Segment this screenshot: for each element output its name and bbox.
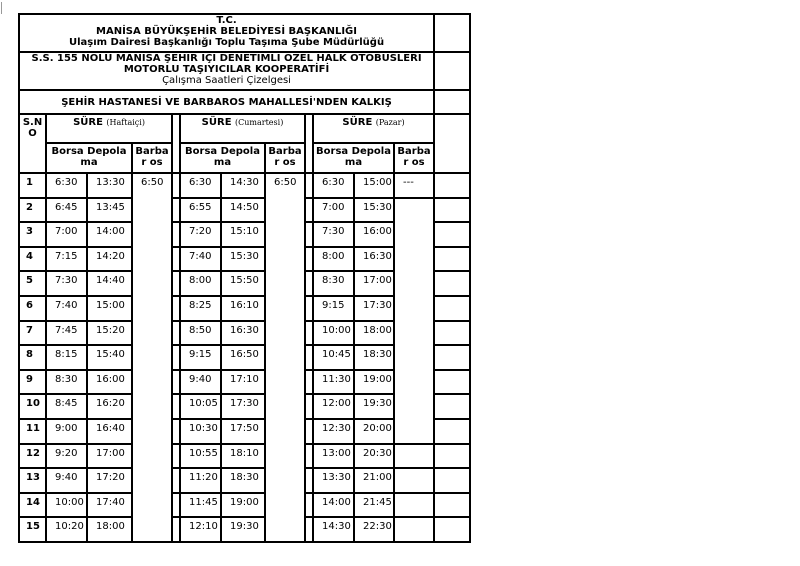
sunday-borsa-time-2: 21:00 bbox=[354, 468, 394, 493]
gap-cell bbox=[305, 114, 313, 173]
sunday-borsa-time-1: 11:30 bbox=[313, 370, 354, 395]
sunday-borsa-time-1: 10:45 bbox=[313, 345, 354, 370]
weekday-barbaros-time bbox=[132, 198, 172, 223]
saturday-borsa-time-2: 16:50 bbox=[221, 345, 265, 370]
side-cell bbox=[434, 370, 470, 395]
weekday-borsa-time-2: 13:30 bbox=[87, 173, 132, 198]
header-block-2 bbox=[19, 52, 470, 90]
saturday-barbaros-time bbox=[265, 419, 305, 444]
saturday-borsa-time-1: 10:30 bbox=[180, 419, 221, 444]
gap-cell bbox=[172, 517, 180, 542]
weekday-borsa-time-2: 17:00 bbox=[87, 444, 132, 469]
saturday-borsa-time-2: 14:50 bbox=[221, 198, 265, 223]
group-weekday-sub: (Haftaiçi) bbox=[106, 118, 145, 127]
page-edge-mark bbox=[1, 2, 2, 14]
table-row bbox=[19, 468, 470, 493]
header-block-3 bbox=[19, 90, 470, 114]
header-side-cell bbox=[434, 52, 470, 90]
gap-cell bbox=[172, 493, 180, 518]
sunday-barbaros-time: --- bbox=[394, 173, 434, 198]
gap-cell bbox=[172, 419, 180, 444]
weekday-borsa-time-1: 8:30 bbox=[46, 370, 87, 395]
side-cell bbox=[434, 296, 470, 321]
weekday-borsa-time-1: 7:00 bbox=[46, 222, 87, 247]
sunday-barbaros-time bbox=[394, 222, 434, 247]
weekday-barbaros-time bbox=[132, 271, 172, 296]
saturday-borsa-time-2: 17:50 bbox=[221, 419, 265, 444]
gap-cell bbox=[305, 222, 313, 247]
group-saturday-header bbox=[180, 114, 305, 143]
saturday-borsa-time-1: 8:25 bbox=[180, 296, 221, 321]
cooperative-header bbox=[19, 52, 434, 90]
side-cell bbox=[434, 345, 470, 370]
col-borsa-weekday: Borsa Depolama bbox=[46, 143, 132, 173]
gap-cell bbox=[172, 370, 180, 395]
side-cell bbox=[434, 247, 470, 272]
saturday-borsa-time-2: 18:30 bbox=[221, 468, 265, 493]
sunday-borsa-time-2: 22:30 bbox=[354, 517, 394, 542]
saturday-borsa-time-2: 16:30 bbox=[221, 321, 265, 346]
saturday-borsa-time-1: 11:45 bbox=[180, 493, 221, 518]
weekday-borsa-time-2: 14:00 bbox=[87, 222, 132, 247]
weekday-borsa-time-1: 8:15 bbox=[46, 345, 87, 370]
weekday-borsa-time-1: 6:30 bbox=[46, 173, 87, 198]
sunday-borsa-time-2: 21:45 bbox=[354, 493, 394, 518]
table-row bbox=[19, 247, 470, 272]
weekday-borsa-time-2: 14:20 bbox=[87, 247, 132, 272]
gap-cell bbox=[172, 321, 180, 346]
weekday-barbaros-time bbox=[132, 517, 172, 542]
saturday-barbaros-time bbox=[265, 370, 305, 395]
weekday-barbaros-time bbox=[132, 321, 172, 346]
saturday-borsa-time-2: 15:50 bbox=[221, 271, 265, 296]
saturday-borsa-time-1: 7:20 bbox=[180, 222, 221, 247]
weekday-borsa-time-2: 15:00 bbox=[87, 296, 132, 321]
gap-cell bbox=[172, 468, 180, 493]
gap-cell bbox=[172, 222, 180, 247]
saturday-borsa-time-2: 15:10 bbox=[221, 222, 265, 247]
row-number: 14 bbox=[19, 493, 46, 518]
sunday-borsa-time-1: 13:30 bbox=[313, 468, 354, 493]
side-cell bbox=[434, 468, 470, 493]
sunday-borsa-time-2: 15:30 bbox=[354, 198, 394, 223]
sunday-borsa-time-1: 14:30 bbox=[313, 517, 354, 542]
gap-cell bbox=[305, 419, 313, 444]
col-borsa-saturday: Borsa Depolama bbox=[180, 143, 265, 173]
weekday-barbaros-time bbox=[132, 394, 172, 419]
weekday-borsa-time-1: 9:40 bbox=[46, 468, 87, 493]
saturday-barbaros-time bbox=[265, 321, 305, 346]
sunday-borsa-time-2: 18:30 bbox=[354, 345, 394, 370]
weekday-barbaros-time bbox=[132, 419, 172, 444]
gap-cell bbox=[172, 345, 180, 370]
row-number: 8 bbox=[19, 345, 46, 370]
saturday-barbaros-time bbox=[265, 198, 305, 223]
header-department: Ulaşım Dairesi Başkanlığı Toplu Taşıma Şube Müdürlüğü bbox=[68, 37, 385, 48]
sunday-barbaros-time bbox=[394, 394, 434, 419]
gap-cell bbox=[305, 517, 313, 542]
gap-cell bbox=[305, 321, 313, 346]
saturday-borsa-time-2: 15:30 bbox=[221, 247, 265, 272]
saturday-borsa-time-1: 6:55 bbox=[180, 198, 221, 223]
gap-cell bbox=[305, 345, 313, 370]
sunday-barbaros-time bbox=[394, 468, 434, 493]
weekday-borsa-time-2: 14:40 bbox=[87, 271, 132, 296]
table-row bbox=[19, 198, 470, 223]
sunday-barbaros-time bbox=[394, 493, 434, 518]
table-row bbox=[19, 517, 470, 542]
gap-cell bbox=[172, 271, 180, 296]
sunday-barbaros-time bbox=[394, 271, 434, 296]
saturday-borsa-time-1: 9:40 bbox=[180, 370, 221, 395]
col-barbaros-saturday: Barbar os bbox=[265, 143, 305, 173]
sunday-barbaros-time bbox=[394, 517, 434, 542]
header-municipality: MANİSA BÜYÜKŞEHİR BELEDİYESİ BAŞKANLIĞI bbox=[96, 26, 357, 37]
weekday-borsa-time-1: 6:45 bbox=[46, 198, 87, 223]
saturday-barbaros-time: 6:50 bbox=[265, 173, 305, 198]
side-cell bbox=[434, 419, 470, 444]
sunday-borsa-time-2: 20:00 bbox=[354, 419, 394, 444]
group-sunday-sub: (Pazar) bbox=[375, 118, 405, 127]
side-cell bbox=[434, 493, 470, 518]
group-header-row bbox=[19, 114, 470, 143]
weekday-barbaros-time bbox=[132, 493, 172, 518]
saturday-barbaros-time bbox=[265, 247, 305, 272]
group-saturday-sub: (Cumartesi) bbox=[235, 118, 284, 127]
weekday-borsa-time-2: 13:45 bbox=[87, 198, 132, 223]
row-number: 10 bbox=[19, 394, 46, 419]
sunday-barbaros-time bbox=[394, 419, 434, 444]
weekday-borsa-time-1: 10:00 bbox=[46, 493, 87, 518]
weekday-barbaros-time bbox=[132, 222, 172, 247]
sunday-barbaros-time bbox=[394, 296, 434, 321]
side-cell bbox=[434, 222, 470, 247]
row-number: 15 bbox=[19, 517, 46, 542]
header-schedule-title: Çalışma Saatleri Çizelgesi bbox=[162, 75, 291, 86]
sunday-borsa-time-2: 17:00 bbox=[354, 271, 394, 296]
row-number: 5 bbox=[19, 271, 46, 296]
weekday-barbaros-time bbox=[132, 247, 172, 272]
saturday-borsa-time-2: 16:10 bbox=[221, 296, 265, 321]
sunday-barbaros-time bbox=[394, 370, 434, 395]
saturday-borsa-time-2: 14:30 bbox=[221, 173, 265, 198]
saturday-barbaros-time bbox=[265, 444, 305, 469]
saturday-borsa-time-2: 17:30 bbox=[221, 394, 265, 419]
group-sunday-header bbox=[313, 114, 434, 143]
gap-cell bbox=[172, 114, 180, 173]
saturday-barbaros-time bbox=[265, 517, 305, 542]
weekday-borsa-time-1: 9:20 bbox=[46, 444, 87, 469]
saturday-borsa-time-2: 17:10 bbox=[221, 370, 265, 395]
header-block-1 bbox=[19, 14, 470, 52]
sunday-borsa-time-1: 6:30 bbox=[313, 173, 354, 198]
saturday-borsa-time-1: 11:20 bbox=[180, 468, 221, 493]
weekday-borsa-time-2: 16:40 bbox=[87, 419, 132, 444]
saturday-borsa-time-1: 12:10 bbox=[180, 517, 221, 542]
weekday-borsa-time-1: 7:30 bbox=[46, 271, 87, 296]
table-row bbox=[19, 222, 470, 247]
row-number: 4 bbox=[19, 247, 46, 272]
weekday-borsa-time-2: 16:20 bbox=[87, 394, 132, 419]
sunday-borsa-time-1: 8:00 bbox=[313, 247, 354, 272]
table-row bbox=[19, 321, 470, 346]
weekday-borsa-time-1: 7:40 bbox=[46, 296, 87, 321]
saturday-barbaros-time bbox=[265, 468, 305, 493]
group-weekday-header bbox=[46, 114, 172, 143]
gap-cell bbox=[305, 468, 313, 493]
weekday-borsa-time-2: 16:00 bbox=[87, 370, 132, 395]
weekday-barbaros-time bbox=[132, 444, 172, 469]
header-side-cell bbox=[434, 90, 470, 114]
sunday-borsa-time-2: 17:30 bbox=[354, 296, 394, 321]
weekday-borsa-time-1: 7:15 bbox=[46, 247, 87, 272]
gap-cell bbox=[305, 370, 313, 395]
route-title: ŞEHİR HASTANESİ VE BARBAROS MAHALLESİ'NDEN KALKIŞ bbox=[19, 90, 434, 114]
sunday-borsa-time-1: 9:15 bbox=[313, 296, 354, 321]
row-number: 9 bbox=[19, 370, 46, 395]
weekday-borsa-time-2: 15:20 bbox=[87, 321, 132, 346]
side-cell bbox=[434, 198, 470, 223]
saturday-borsa-time-2: 18:10 bbox=[221, 444, 265, 469]
sunday-borsa-time-1: 13:00 bbox=[313, 444, 354, 469]
side-cell bbox=[434, 321, 470, 346]
weekday-borsa-time-2: 17:20 bbox=[87, 468, 132, 493]
gap-cell bbox=[172, 173, 180, 198]
sunday-borsa-time-1: 10:00 bbox=[313, 321, 354, 346]
header-cooperative-2: MOTORLU TAŞIYICILAR KOOPERATİFİ bbox=[123, 64, 330, 75]
sunday-borsa-time-2: 19:30 bbox=[354, 394, 394, 419]
weekday-barbaros-time bbox=[132, 468, 172, 493]
weekday-borsa-time-1: 10:20 bbox=[46, 517, 87, 542]
sunday-borsa-time-1: 12:00 bbox=[313, 394, 354, 419]
saturday-borsa-time-1: 9:15 bbox=[180, 345, 221, 370]
gap-cell bbox=[172, 296, 180, 321]
saturday-borsa-time-1: 7:40 bbox=[180, 247, 221, 272]
sunday-borsa-time-2: 20:30 bbox=[354, 444, 394, 469]
weekday-borsa-time-1: 8:45 bbox=[46, 394, 87, 419]
sunday-borsa-time-1: 12:30 bbox=[313, 419, 354, 444]
row-number: 1 bbox=[19, 173, 46, 198]
col-borsa-sunday: Borsa Depolama bbox=[313, 143, 394, 173]
sunday-borsa-time-2: 15:00 bbox=[354, 173, 394, 198]
table-row bbox=[19, 370, 470, 395]
gap-cell bbox=[305, 296, 313, 321]
weekday-borsa-time-1: 9:00 bbox=[46, 419, 87, 444]
gap-cell bbox=[305, 493, 313, 518]
sunday-borsa-time-2: 16:00 bbox=[354, 222, 394, 247]
sunday-barbaros-time bbox=[394, 247, 434, 272]
col-barbaros-weekday: Barbar os bbox=[132, 143, 172, 173]
weekday-borsa-time-2: 15:40 bbox=[87, 345, 132, 370]
gap-cell bbox=[172, 444, 180, 469]
gap-cell bbox=[305, 394, 313, 419]
row-number: 13 bbox=[19, 468, 46, 493]
gap-cell bbox=[172, 247, 180, 272]
header-tc: T.C. bbox=[216, 15, 237, 26]
side-cell bbox=[434, 271, 470, 296]
table-row bbox=[19, 345, 470, 370]
saturday-barbaros-time bbox=[265, 493, 305, 518]
gap-cell bbox=[305, 271, 313, 296]
header-side-cell bbox=[434, 14, 470, 52]
side-cell bbox=[434, 173, 470, 198]
saturday-borsa-time-2: 19:30 bbox=[221, 517, 265, 542]
sunday-barbaros-time bbox=[394, 321, 434, 346]
sunday-borsa-time-2: 16:30 bbox=[354, 247, 394, 272]
column-header-row bbox=[19, 143, 470, 173]
side-cell bbox=[434, 394, 470, 419]
group-saturday-label: SÜRE bbox=[201, 117, 232, 128]
weekday-borsa-time-2: 17:40 bbox=[87, 493, 132, 518]
weekday-barbaros-time bbox=[132, 345, 172, 370]
gap-cell bbox=[305, 247, 313, 272]
table-row bbox=[19, 419, 470, 444]
sunday-borsa-time-1: 14:00 bbox=[313, 493, 354, 518]
saturday-borsa-time-2: 19:00 bbox=[221, 493, 265, 518]
row-number: 6 bbox=[19, 296, 46, 321]
sunday-borsa-time-1: 7:00 bbox=[313, 198, 354, 223]
row-number: 7 bbox=[19, 321, 46, 346]
saturday-barbaros-time bbox=[265, 345, 305, 370]
group-weekday-label: SÜRE bbox=[73, 117, 103, 128]
saturday-barbaros-time bbox=[265, 271, 305, 296]
saturday-borsa-time-1: 8:00 bbox=[180, 271, 221, 296]
row-number: 3 bbox=[19, 222, 46, 247]
saturday-borsa-time-1: 6:30 bbox=[180, 173, 221, 198]
col-barbaros-sunday: Barbar os bbox=[394, 143, 434, 173]
weekday-borsa-time-2: 18:00 bbox=[87, 517, 132, 542]
weekday-barbaros-time: 6:50 bbox=[132, 173, 172, 198]
table-row bbox=[19, 271, 470, 296]
saturday-barbaros-time bbox=[265, 296, 305, 321]
sunday-borsa-time-2: 18:00 bbox=[354, 321, 394, 346]
row-number: 2 bbox=[19, 198, 46, 223]
sunday-borsa-time-2: 19:00 bbox=[354, 370, 394, 395]
table-row bbox=[19, 296, 470, 321]
table-row bbox=[19, 173, 470, 198]
row-number: 12 bbox=[19, 444, 46, 469]
weekday-borsa-time-1: 7:45 bbox=[46, 321, 87, 346]
saturday-borsa-time-1: 8:50 bbox=[180, 321, 221, 346]
saturday-borsa-time-1: 10:55 bbox=[180, 444, 221, 469]
sunday-barbaros-time bbox=[394, 198, 434, 223]
gap-cell bbox=[305, 173, 313, 198]
institution-header bbox=[19, 14, 434, 52]
schedule-table bbox=[18, 13, 471, 543]
row-number: 11 bbox=[19, 419, 46, 444]
side-cell bbox=[434, 444, 470, 469]
sunday-borsa-time-1: 7:30 bbox=[313, 222, 354, 247]
table-row bbox=[19, 493, 470, 518]
group-sunday-label: SÜRE bbox=[342, 117, 373, 128]
saturday-barbaros-time bbox=[265, 222, 305, 247]
side-cell bbox=[434, 114, 470, 173]
side-cell bbox=[434, 517, 470, 542]
sn-header: S.N O bbox=[19, 114, 46, 173]
gap-cell bbox=[305, 198, 313, 223]
gap-cell bbox=[172, 198, 180, 223]
table-row bbox=[19, 394, 470, 419]
header-cooperative-1: S.S. 155 NOLU MANİSA ŞEHİR İÇİ DENETİMLİ ÖZEL HALK OTOBÜSLERİ bbox=[31, 53, 422, 64]
weekday-barbaros-time bbox=[132, 370, 172, 395]
saturday-borsa-time-1: 10:05 bbox=[180, 394, 221, 419]
gap-cell bbox=[305, 444, 313, 469]
saturday-barbaros-time bbox=[265, 394, 305, 419]
gap-cell bbox=[172, 394, 180, 419]
table-row bbox=[19, 444, 470, 469]
sunday-barbaros-time bbox=[394, 345, 434, 370]
sunday-borsa-time-1: 8:30 bbox=[313, 271, 354, 296]
weekday-barbaros-time bbox=[132, 296, 172, 321]
sunday-barbaros-time bbox=[394, 444, 434, 469]
